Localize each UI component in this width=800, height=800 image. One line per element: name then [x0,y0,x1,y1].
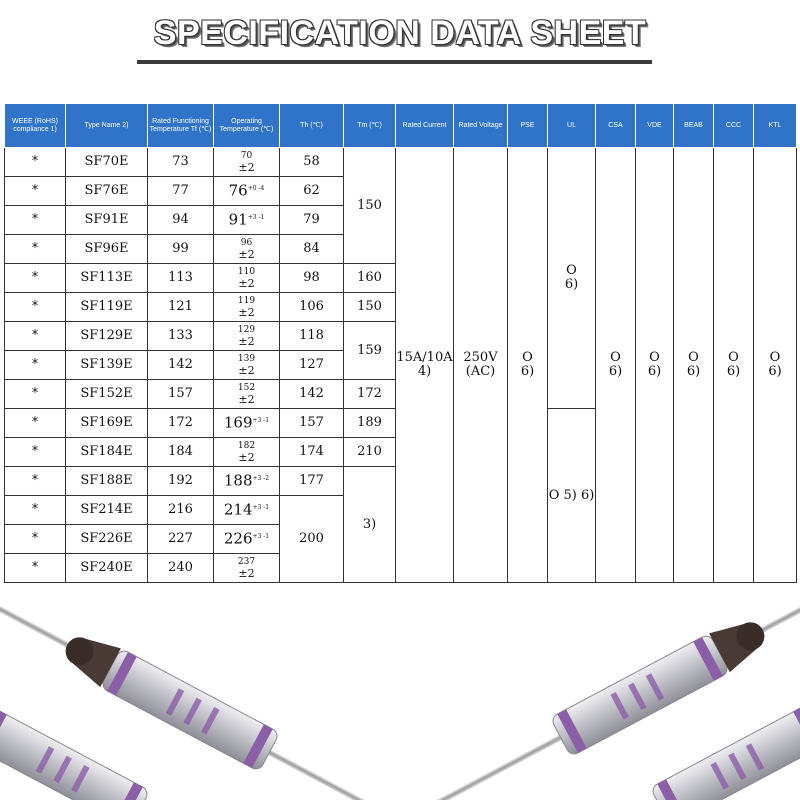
operating-temp [214,322,280,351]
th-value: 177 [280,467,344,496]
type-name: SF139E [66,351,148,380]
tm-value: 150 [344,148,396,264]
vde-cert [636,148,674,583]
csa-cert [596,148,636,583]
operating-temp-tolerance: ±2 [238,276,255,290]
ccc-cert [714,148,754,583]
cert-mark: O [688,350,699,365]
type-name: SF70E [66,148,148,177]
rated-current: 15A/10A 4) [396,148,454,583]
weee-mark: * [5,438,66,467]
table-body [5,148,797,583]
operating-temp-value: 169 [223,413,253,432]
header-cell: Th (℃) [280,104,344,148]
type-name: SF152E [66,380,148,409]
operating-temp [214,496,280,525]
tm-value: 172 [344,380,396,409]
operating-temp-tolerance: ±2 [238,363,255,377]
thermal-fuse-photo [0,590,800,800]
operating-temp-tolerance: ±2 [238,334,255,348]
ktl-cert [754,148,797,583]
operating-temp-value: 76 [228,181,248,200]
rated-functioning-temp: 73 [148,148,214,177]
type-name: SF240E [66,554,148,583]
rated-functioning-temp: 133 [148,322,214,351]
operating-temp-tolerance: +3 -2 [252,475,270,483]
operating-temp-value: 110 [237,266,256,277]
rated-functioning-temp: 94 [148,206,214,235]
operating-temp-value: 214 [223,500,253,519]
cert-note: 6) [686,364,701,379]
th-value: 84 [280,235,344,264]
cert-mark: O [769,350,781,365]
operating-temp [214,264,280,293]
header-cell: WEEE (RoHS) compliance 1) [5,104,66,148]
operating-temp [214,554,280,583]
weee-mark: * [5,380,66,409]
tm-value: 3) [344,467,396,583]
rated-functioning-temp: 142 [148,351,214,380]
type-name: SF119E [66,293,148,322]
operating-temp [214,206,280,235]
header-cell: Tm (℃) [344,104,396,148]
operating-temp-value: 119 [237,295,256,306]
weee-mark: * [5,467,66,496]
ul-cert-upper [548,148,596,409]
operating-temp [214,293,280,322]
spec-table [4,103,797,583]
th-value: 62 [280,177,344,206]
rated-functioning-temp: 157 [148,380,214,409]
operating-temp [214,409,280,438]
rated-functioning-temp: 192 [148,467,214,496]
rated-functioning-temp: 216 [148,496,214,525]
cert-note: 6) [647,364,662,379]
th-value: 174 [280,438,344,467]
weee-mark: * [5,264,66,293]
rated-functioning-temp: 184 [148,438,214,467]
ul-cert-lower: O 5) 6) [548,409,596,583]
operating-temp-value: 152 [237,382,256,393]
rated-voltage: 250V (AC) [454,148,508,583]
rated-functioning-temp: 240 [148,554,214,583]
header-cell: BEAB [674,104,714,148]
header-cell: KTL [754,104,797,148]
operating-temp-value: 226 [223,529,253,548]
operating-temp-tolerance: +3 -1 [252,533,270,541]
operating-temp-value: 129 [237,324,256,335]
operating-temp-tolerance: +3 -1 [252,417,270,425]
tm-value: 159 [344,322,396,380]
operating-temp [214,235,280,264]
type-name: SF184E [66,438,148,467]
header-cell: Rated Current [396,104,454,148]
rated-functioning-temp: 227 [148,525,214,554]
operating-temp-tolerance: +3 -1 [247,214,265,222]
cert-mark: O [728,350,739,365]
weee-mark: * [5,177,66,206]
rated-functioning-temp: 121 [148,293,214,322]
operating-temp [214,467,280,496]
weee-mark: * [5,293,66,322]
cert-note: 6) [768,364,782,379]
cert-mark: O [649,350,660,365]
header-cell: Type Name 2) [66,104,148,148]
th-value: 118 [280,322,344,351]
header-cell: CCC [714,104,754,148]
weee-mark: * [5,351,66,380]
beab-cert [674,148,714,583]
type-name: SF113E [66,264,148,293]
operating-temp-tolerance: +0 -4 [247,185,265,193]
header-cell: CSA [596,104,636,148]
table-header-row [5,104,797,148]
operating-temp-value: 91 [228,210,248,229]
operating-temp-tolerance: +3 -1 [252,504,270,512]
rated-functioning-temp: 99 [148,235,214,264]
operating-temp-value: 182 [237,440,256,451]
th-value: 142 [280,380,344,409]
weee-mark: * [5,554,66,583]
weee-mark: * [5,525,66,554]
operating-temp-tolerance: ±2 [238,392,255,406]
cert-note: 6) [564,277,579,292]
cert-note: 6) [608,364,623,379]
operating-temp-value: 139 [237,353,256,364]
th-value: 79 [280,206,344,235]
weee-mark: * [5,409,66,438]
th-value: 127 [280,351,344,380]
header-cell: Rated Voltage [454,104,508,148]
cert-mark: O [566,263,577,278]
weee-mark: * [5,235,66,264]
pse-cert [508,148,548,583]
type-name: SF91E [66,206,148,235]
weee-mark: * [5,148,66,177]
type-name: SF129E [66,322,148,351]
operating-temp-tolerance: ±2 [238,160,255,174]
header-cell: PSE [508,104,548,148]
operating-temp [214,177,280,206]
type-name: SF96E [66,235,148,264]
th-value: 200 [280,496,344,583]
cert-note: 6) [726,364,741,379]
weee-mark: * [5,496,66,525]
tm-value: 189 [344,409,396,438]
type-name: SF169E [66,409,148,438]
operating-temp [214,351,280,380]
operating-temp [214,148,280,177]
cert-mark: O [610,350,621,365]
th-value: 106 [280,293,344,322]
tm-value: 210 [344,438,396,467]
operating-temp-tolerance: ±2 [238,247,255,261]
rated-functioning-temp: 113 [148,264,214,293]
th-value: 157 [280,409,344,438]
th-value: 98 [280,264,344,293]
weee-mark: * [5,206,66,235]
operating-temp-value: 70 [240,150,253,161]
operating-temp [214,380,280,409]
operating-temp [214,525,280,554]
rated-functioning-temp: 172 [148,409,214,438]
operating-temp-tolerance: ±2 [238,566,255,580]
table-row [5,148,797,177]
tm-value: 160 [344,264,396,293]
operating-temp-value: 188 [223,471,253,490]
header-cell: UL [548,104,596,148]
type-name: SF226E [66,525,148,554]
type-name: SF76E [66,177,148,206]
cert-note: 6) [520,364,535,379]
operating-temp-value: 237 [237,556,256,567]
header-cell: Rated Functioning Temperature Tf (℃) [148,104,214,148]
header-cell: Operating Temperature (℃) [214,104,280,148]
operating-temp [214,438,280,467]
operating-temp-value: 96 [240,237,253,248]
th-value: 58 [280,148,344,177]
weee-mark: * [5,322,66,351]
title-underline [137,60,652,64]
type-name: SF214E [66,496,148,525]
type-name: SF188E [66,467,148,496]
operating-temp-tolerance: ±2 [238,450,255,464]
rated-functioning-temp: 77 [148,177,214,206]
tm-value: 150 [344,293,396,322]
operating-temp-tolerance: ±2 [238,305,255,319]
header-cell: VDE [636,104,674,148]
page-title: SPECIFICATION DATA SHEET [153,14,647,52]
cert-mark: O [522,350,533,365]
